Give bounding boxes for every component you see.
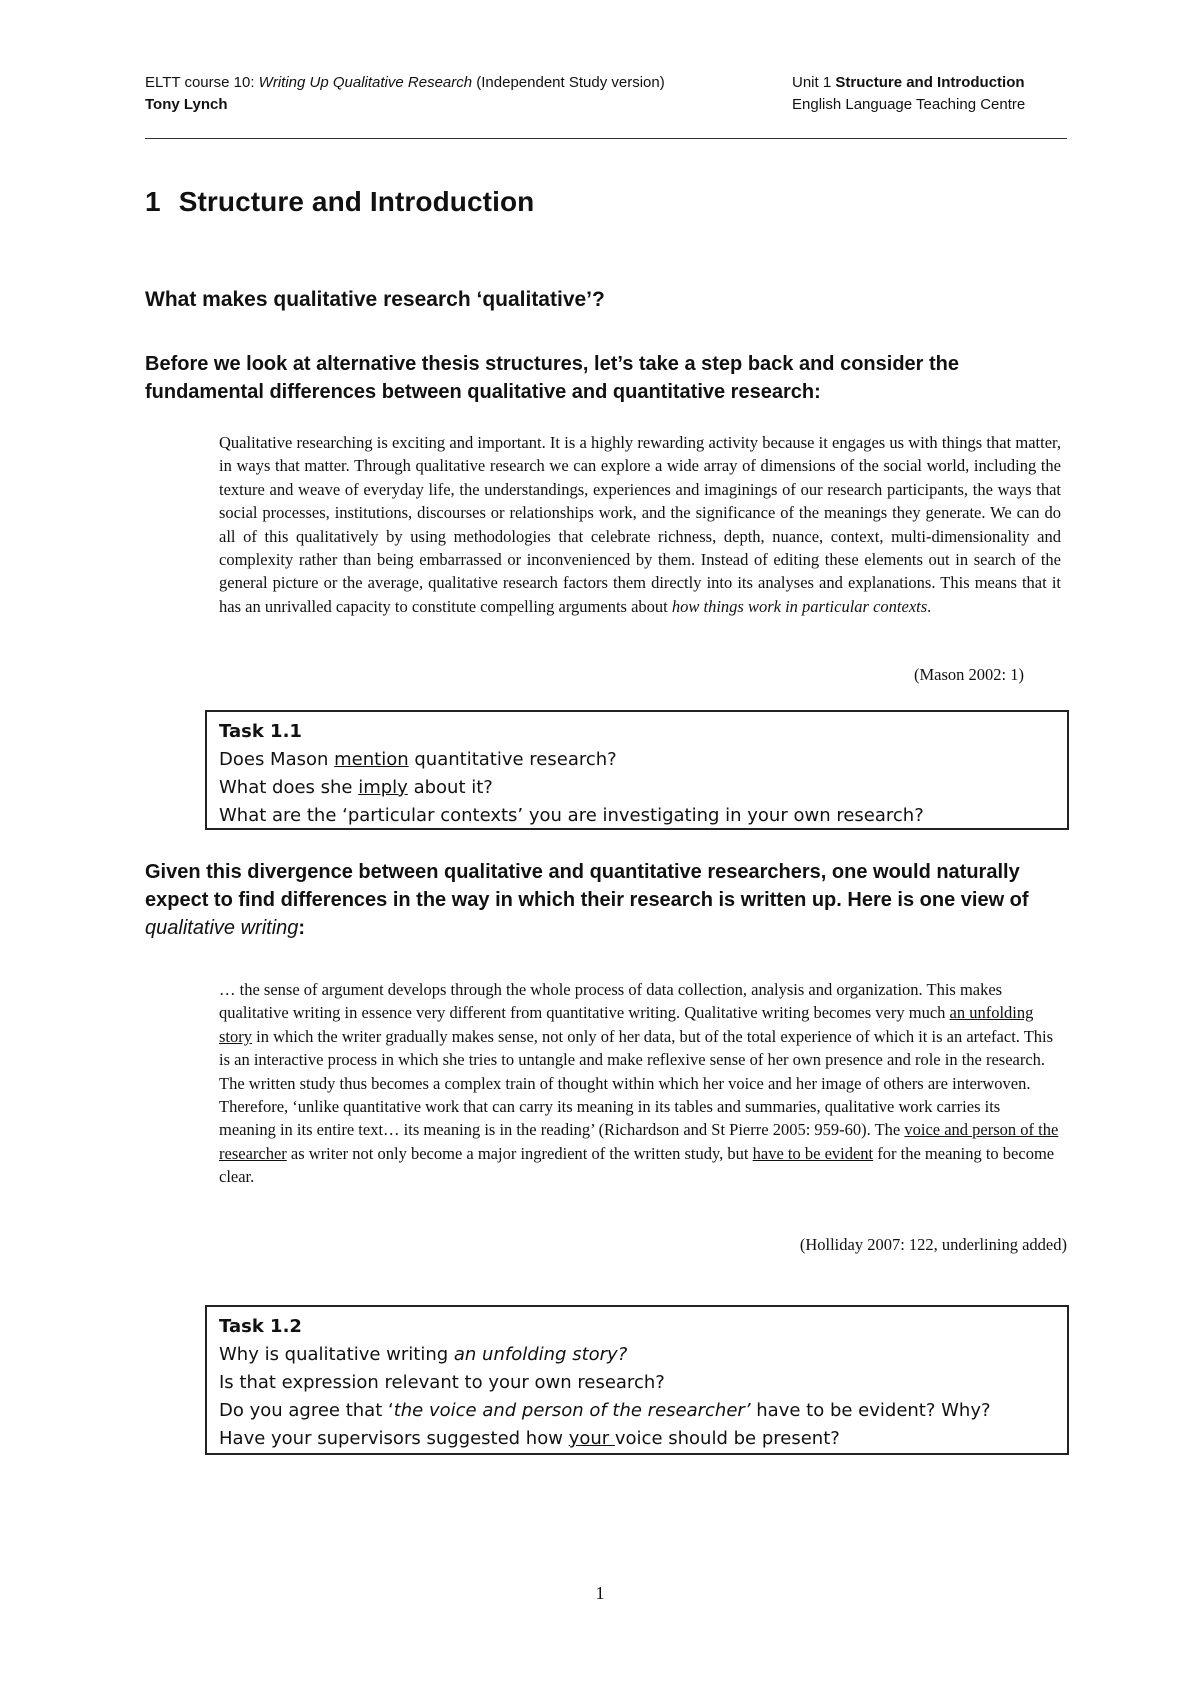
author-name: Tony Lynch [145,96,228,113]
lead-2-end: : [298,917,306,939]
course-title: Writing Up Qualitative Research [258,74,473,91]
holliday-quote-part-2: in which the writer gradually makes sense, not only of her data, but of the total experience of which it is an artefact. This is an interactive process in which she tries to untangle and make reflexive sense of her own presence and role in the research. The written study thus becomes a complex train of thought within which her voice and her image of others are interwoven. Therefore, ‘unlike quantitative work that can carry its meaning in its tables and summaries, qualitative work carries its meaning in its entire text… its meaning is in the reading’ (Richardson and St Pierre 2005: 959-60). The [219,1026,1054,1140]
task-2-q3-italic: the voice and person of the researcher’ [393,1400,751,1421]
task-1-q2-text-b: about it? [407,777,493,798]
holliday-quote-part-1: … the sense of argument develops through the whole process of data collection, analysis and organization. This makes qualitative writing in essence very different from quantitative writing. Qualitative writing becomes very much [219,980,1003,1023]
mason-quote-text: Qualitative researching is exciting and important. It is a highly rewarding activity because it engages us with things that matter, in ways that matter. Through qualitative research we can explore a wide array of dimensions of the social world, including the texture and weave of everyday life, the understandings, experiences and imaginings of our research participants, the ways that social processes, institutions, discourses or relationships work, and the significance of the meanings they generate. We can do all of this qualitatively by using methodologies that celebrate richness, depth, nuance, context, multi-dimensionality and complexity rather than being embarrassed or inconvenienced by them. Instead of editing these elements out in search of the general picture or the average, qualitative research factors them directly into its analyses and explanations. This means that it has an unrivalled capacity to constitute compelling arguments about [219,433,1061,616]
holliday-quote-underline-3: have to be evident [752,1143,874,1163]
header-divider [145,138,1067,139]
task-2-question-3 [219,1397,1055,1425]
task-2-q4-underlined: your [568,1428,615,1449]
task-2-title: Task 1.2 [219,1316,302,1337]
section-number: 1 [145,186,161,217]
task-2-q4-text-a: Have your supervisors suggested how [219,1428,569,1449]
task-1-q2-text-a: What does she [219,777,359,798]
header-right [792,72,1025,116]
unit-prefix: Unit 1 [792,74,836,91]
task-box-1 [205,710,1069,830]
course-suffix: (Independent Study version) [472,74,665,91]
holliday-quote [219,978,1061,1189]
lead-paragraph-1: Before we look at alternative thesis structures, let’s take a step back and consider the fundamental differences between qualitative and quantitative research: [145,353,959,403]
task-2-question-1 [219,1341,1055,1369]
mason-quote-end: . [927,596,932,616]
unit-line [792,72,1025,94]
task-1-q1-underlined: mention [334,749,409,770]
holliday-quote-underline-2: voice and person of the researcher [219,1120,1059,1163]
lead-2-text: Given this divergence between qualitative and quantitative researchers, one would naturally expect to find differences in the way in which their research is written up. Here is one view of [145,861,1029,911]
task-2-q1-italic: an unfolding story? [453,1344,628,1365]
mason-quote [219,431,1061,618]
task-1-question-1 [219,746,1055,774]
mason-citation: (Mason 2002: 1) [914,665,1024,684]
task-1-question-3: What are the ‘particular contexts’ you are investigating in your own research? [219,805,924,826]
lead-paragraph-2 [145,858,1075,942]
holliday-citation: (Holliday 2007: 122, underlining added) [799,1235,1067,1254]
task-2-question-2: Is that expression relevant to your own research? [219,1372,665,1393]
holliday-quote-underline-1: an unfolding story [219,1003,1034,1046]
task-1-q1-text-a: Does Mason [219,749,335,770]
section-title: Structure and Introduction [178,186,535,217]
task-1-q2-underlined: imply [358,777,408,798]
centre-name: English Language Teaching Centre [792,96,1026,113]
task-1-question-2 [219,774,1055,802]
task-1-title: Task 1.1 [219,721,302,742]
task-2-q3-text-b: have to be evident? Why? [750,1400,991,1421]
task-1-q1-text-b: quantitative research? [408,749,617,770]
holliday-quote-part-4: for the meaning to become clear. [219,1143,1055,1187]
section-heading [145,186,534,218]
task-box-2 [205,1305,1069,1455]
task-2-q4-text-b: voice should be present? [614,1428,840,1449]
page-number: 1 [595,1583,605,1603]
task-2-question-4 [219,1425,1055,1453]
course-line [145,72,665,94]
header-left [145,72,665,116]
task-2-q1-text: Why is qualitative writing [219,1344,454,1365]
mason-quote-italic: how things work in particular contexts [671,596,928,616]
lead-2-italic: qualitative writing [145,917,299,939]
task-2-q3-text-a: Do you agree that ‘ [219,1400,394,1421]
holliday-quote-part-3: as writer not only become a major ingredient of the written study, but [286,1143,753,1163]
course-prefix: ELTT course 10: [145,74,259,91]
unit-title: Structure and Introduction [835,74,1025,91]
subheading: What makes qualitative research ‘qualitative’? [145,288,605,311]
